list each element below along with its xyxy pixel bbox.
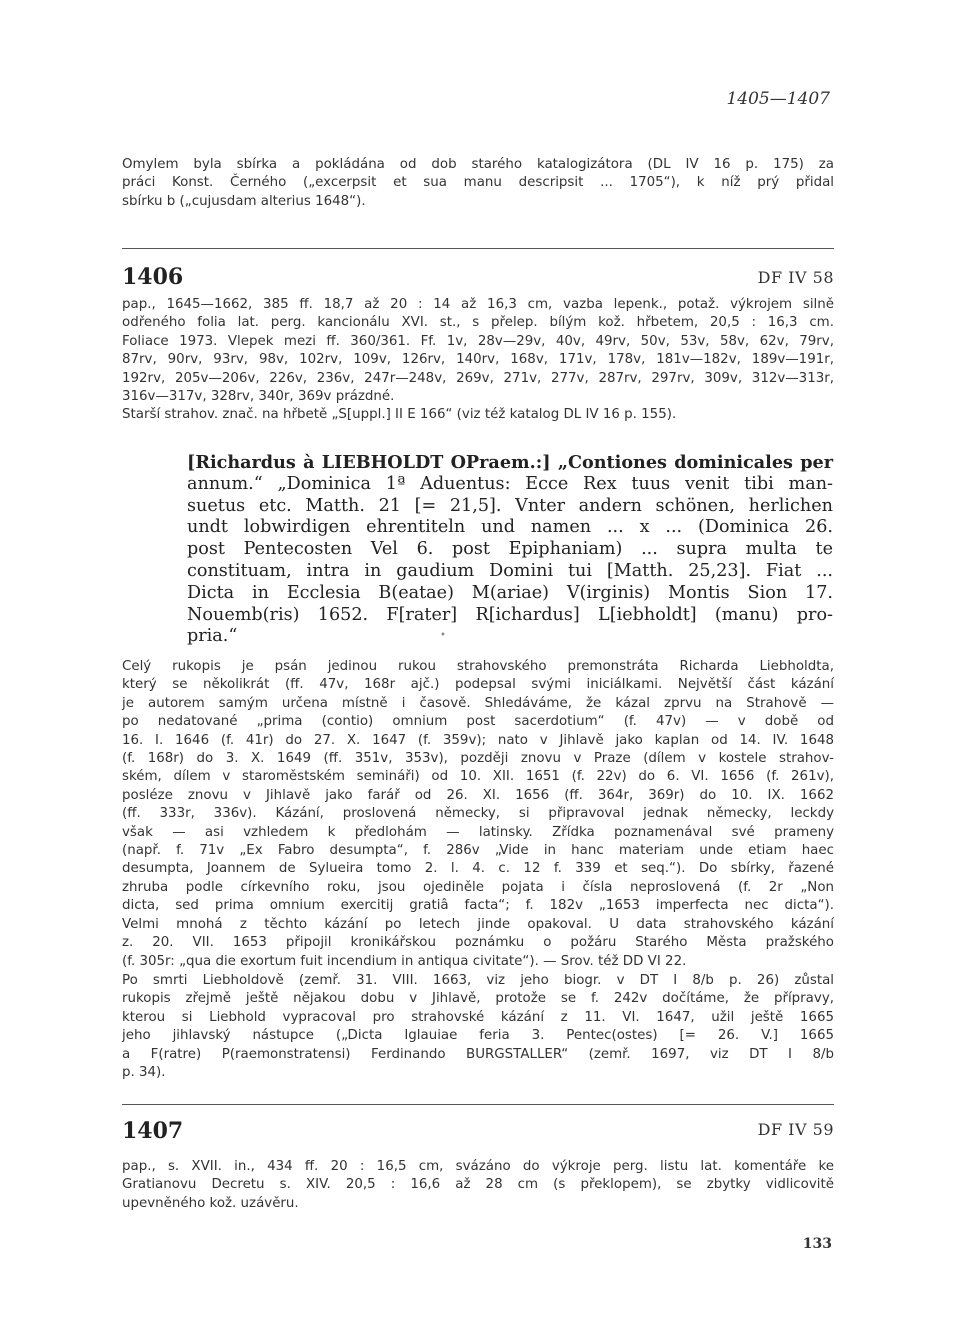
- description-line: 87rv, 90rv, 93rv, 98v, 102rv, 109v, 126rv, 140rv, 168v, 171v, 178v, 181v—182v, 189v—191r,: [122, 352, 834, 368]
- intro-line: sbírku b („cujusdam alterius 1648“).: [122, 193, 366, 209]
- title-line: [Richardus à LIEBHOLDT OPraem.:] „Contiones dominicales per: [187, 452, 833, 473]
- commentary-line: p. 34).: [122, 1065, 166, 1081]
- commentary-line: posléze znovu v Jihlavě jako farář od 26. XI. 1656 (ff. 364r, 369r) do 10. IX. 1662: [122, 787, 834, 803]
- description-line: Gratianovu Decretu s. XIV. 20,5 : 16,6 až 28 cm (s překlopem), se zbytky vidlicovitě: [122, 1177, 834, 1193]
- title-line: Dicta in Ecclesia B(eatae) M(ariae) V(irginis) Montis Sion 17.: [187, 582, 833, 603]
- description-line: pap., s. XVII. in., 434 ff. 20 : 16,5 cm, svázáno do výkroje perg. listu lat. komentáře ke: [122, 1159, 834, 1174]
- commentary-line: kterou si Liebhold vypracoval pro strahovské kázání z 11. VI. 1647, užil ještě 1665: [122, 1009, 834, 1025]
- commentary-line: Po smrti Liebholdově (zemř. 31. VIII. 1663, viz jeho biogr. v DT I 8/b p. 26) zůstal: [122, 973, 834, 988]
- print-speck-mark: •: [440, 630, 446, 641]
- commentary-line: je autorem samým určena místně i časově. Shledáváme, že kázal zprvu na Strahově —: [122, 695, 834, 711]
- commentary-line: ském, dílem v staroměstském semináři) od 10. XII. 1651 (f. 22v) do 6. VI. 1656 (f. 261v),: [122, 769, 834, 785]
- commentary-line: (např. f. 71v „Ex Fabro desumpta“, f. 286v „Vide in hanc materiam unde etiam haec: [122, 843, 834, 859]
- physical-description-1407: [122, 1158, 834, 1213]
- title-line: post Pentecosten Vel 6. post Epiphaniam) ... supra multa te: [187, 539, 833, 560]
- commentary-line: který se několikrát (ff. 47v, 168r ajč.) podepsal svými iniciálkami. Největší část kázání: [122, 677, 834, 693]
- page-number: 133: [802, 1236, 832, 1252]
- description-line: upevněného kož. uzávěru.: [122, 1195, 299, 1211]
- title-line: constituam, intra in gaudium Domini tui [Matth. 25,23]. Fiat ...: [187, 560, 833, 581]
- commentary-line: Celý rukopis je psán jedinou rukou strahovského premonstráta Richarda Liebholdta,: [122, 659, 834, 674]
- title-line: pria.“: [187, 626, 238, 647]
- description-line: Starší strahov. znač. na hřbetě „S[uppl.] II E 166“ (viz též katalog DL IV 16 p. 155).: [122, 407, 677, 423]
- commentary-line: Velmi mnohá z těchto kázání po letech jinde opakoval. U data strahovského kázání: [122, 916, 834, 932]
- commentary-line: rukopis zřejmě ještě nějakou dobu v Jihlavě, protože se f. 242v dočítáme, že přípravy,: [122, 991, 834, 1007]
- commentary-line: z. 20. VII. 1653 připojil kronikářskou poznámku o požáru Starého Města pražského: [122, 935, 834, 951]
- commentary-line: jeho jihlavský nástupce („Dicta Iglauiae feria 3. Pentec(ostes) [= 26. V.] 1665: [122, 1028, 834, 1044]
- commentary-line: však — asi vzhledem k předlohám — latinsky. Zřídka poznamenával své prameny: [122, 824, 834, 840]
- title-line: annum.“ „Dominica 1ª Aduentus: Ecce Rex tuus venit tibi man-: [187, 473, 833, 494]
- commentary-line: (f. 305r: „qua die exortum fuit incendium in antiqua civitate“). — Srov. též DD VI 22.: [122, 953, 687, 969]
- description-line: 316v—317v, 328rv, 340r, 369v prázdné.: [122, 389, 395, 405]
- intro-line: práci Konst. Černého („excerpsit et sua manu descripsit ... 1705“), k níž prý přidal: [122, 175, 834, 191]
- section-divider: [122, 248, 834, 249]
- title-line: undt lobwirdigen ehrentiteln und namen ... x ... (Dominica 26.: [187, 517, 833, 538]
- running-head: 1405—1407: [726, 89, 830, 109]
- description-line: Foliace 1973. Vlepek mezi ff. 360/361. Ff. 1v, 28v—29v, 40v, 49rv, 50v, 53v, 58v, 62v, 79rv,: [122, 333, 834, 349]
- commentary-line: zhruba podle církevního roku, jsou ojediněle pojata i čísla neproslovená (f. 2r „Non: [122, 879, 834, 895]
- commentary-line: dicta, sed prima omnium exercitij gratiâ facta“; f. 182v „1653 imperfecta nec dicta“).: [122, 898, 834, 914]
- intro-line: Omylem byla sbírka a pokládána od dob starého katalogizátora (DL IV 16 p. 175) za: [122, 157, 834, 172]
- commentary-line: desumpta, Joannem de Sylueira tomo 2. l. 4. c. 12 f. 339 et seq.“). Do sbírky, řazené: [122, 861, 834, 877]
- intro-paragraph: [122, 156, 834, 211]
- commentary-line: a F(ratre) P(raemonstratensi) Ferdinando BURGSTALLER“ (zemř. 1697, viz DT I 8/b: [122, 1046, 834, 1062]
- section-divider: [122, 1104, 834, 1105]
- title-incipit-1406: [187, 452, 833, 648]
- description-line: odřeného folia lat. perg. kancionálu XVI. st., s přelep. bílým kož. hřbetem, 20,5 : 16,3 cm.: [122, 315, 834, 331]
- title-line: Nouemb(ris) 1652. F[rater] R[ichardus] L[iebholdt] (manu) pro-: [187, 604, 833, 625]
- shelfmark-1407: DF IV 59: [757, 1120, 834, 1139]
- physical-description-1406: [122, 296, 834, 425]
- shelfmark-1406: DF IV 58: [757, 268, 834, 287]
- commentary-line: (f. 168r) do 3. X. 1649 (ff. 351v, 353v), později znovu v Praze (dílem v kostele strahov-: [122, 751, 834, 767]
- commentary-line: po nedatované „prima (contio) omnium post sacerdotium“ (f. 47v) — v době od: [122, 714, 834, 730]
- title-line: suetus etc. Matth. 21 [= 21,5]. Vnter andern schönen, herlichen: [187, 495, 833, 516]
- description-line: pap., 1645—1662, 385 ff. 18,7 až 20 : 14 až 16,3 cm, vazba lepenk., potaž. výkrojem silně: [122, 297, 834, 312]
- entry-number-1407: 1407: [122, 1118, 184, 1144]
- commentary-continued-1406: [122, 972, 834, 1082]
- commentary-line: (ff. 333r, 336v). Kázání, proslovená německy, si připravoval jednak německy, leckdy: [122, 806, 834, 822]
- entry-number-1406: 1406: [122, 264, 184, 290]
- commentary-1406: [122, 658, 834, 971]
- commentary-line: 16. I. 1646 (f. 41r) do 27. X. 1647 (f. 359v); nato v Jihlavě jako kaplan od 14. IV. 1648: [122, 732, 834, 748]
- description-line: 192rv, 205v—206v, 226v, 236v, 247r—248v, 269v, 271v, 277v, 287rv, 297rv, 309v, 312v—313r,: [122, 370, 834, 386]
